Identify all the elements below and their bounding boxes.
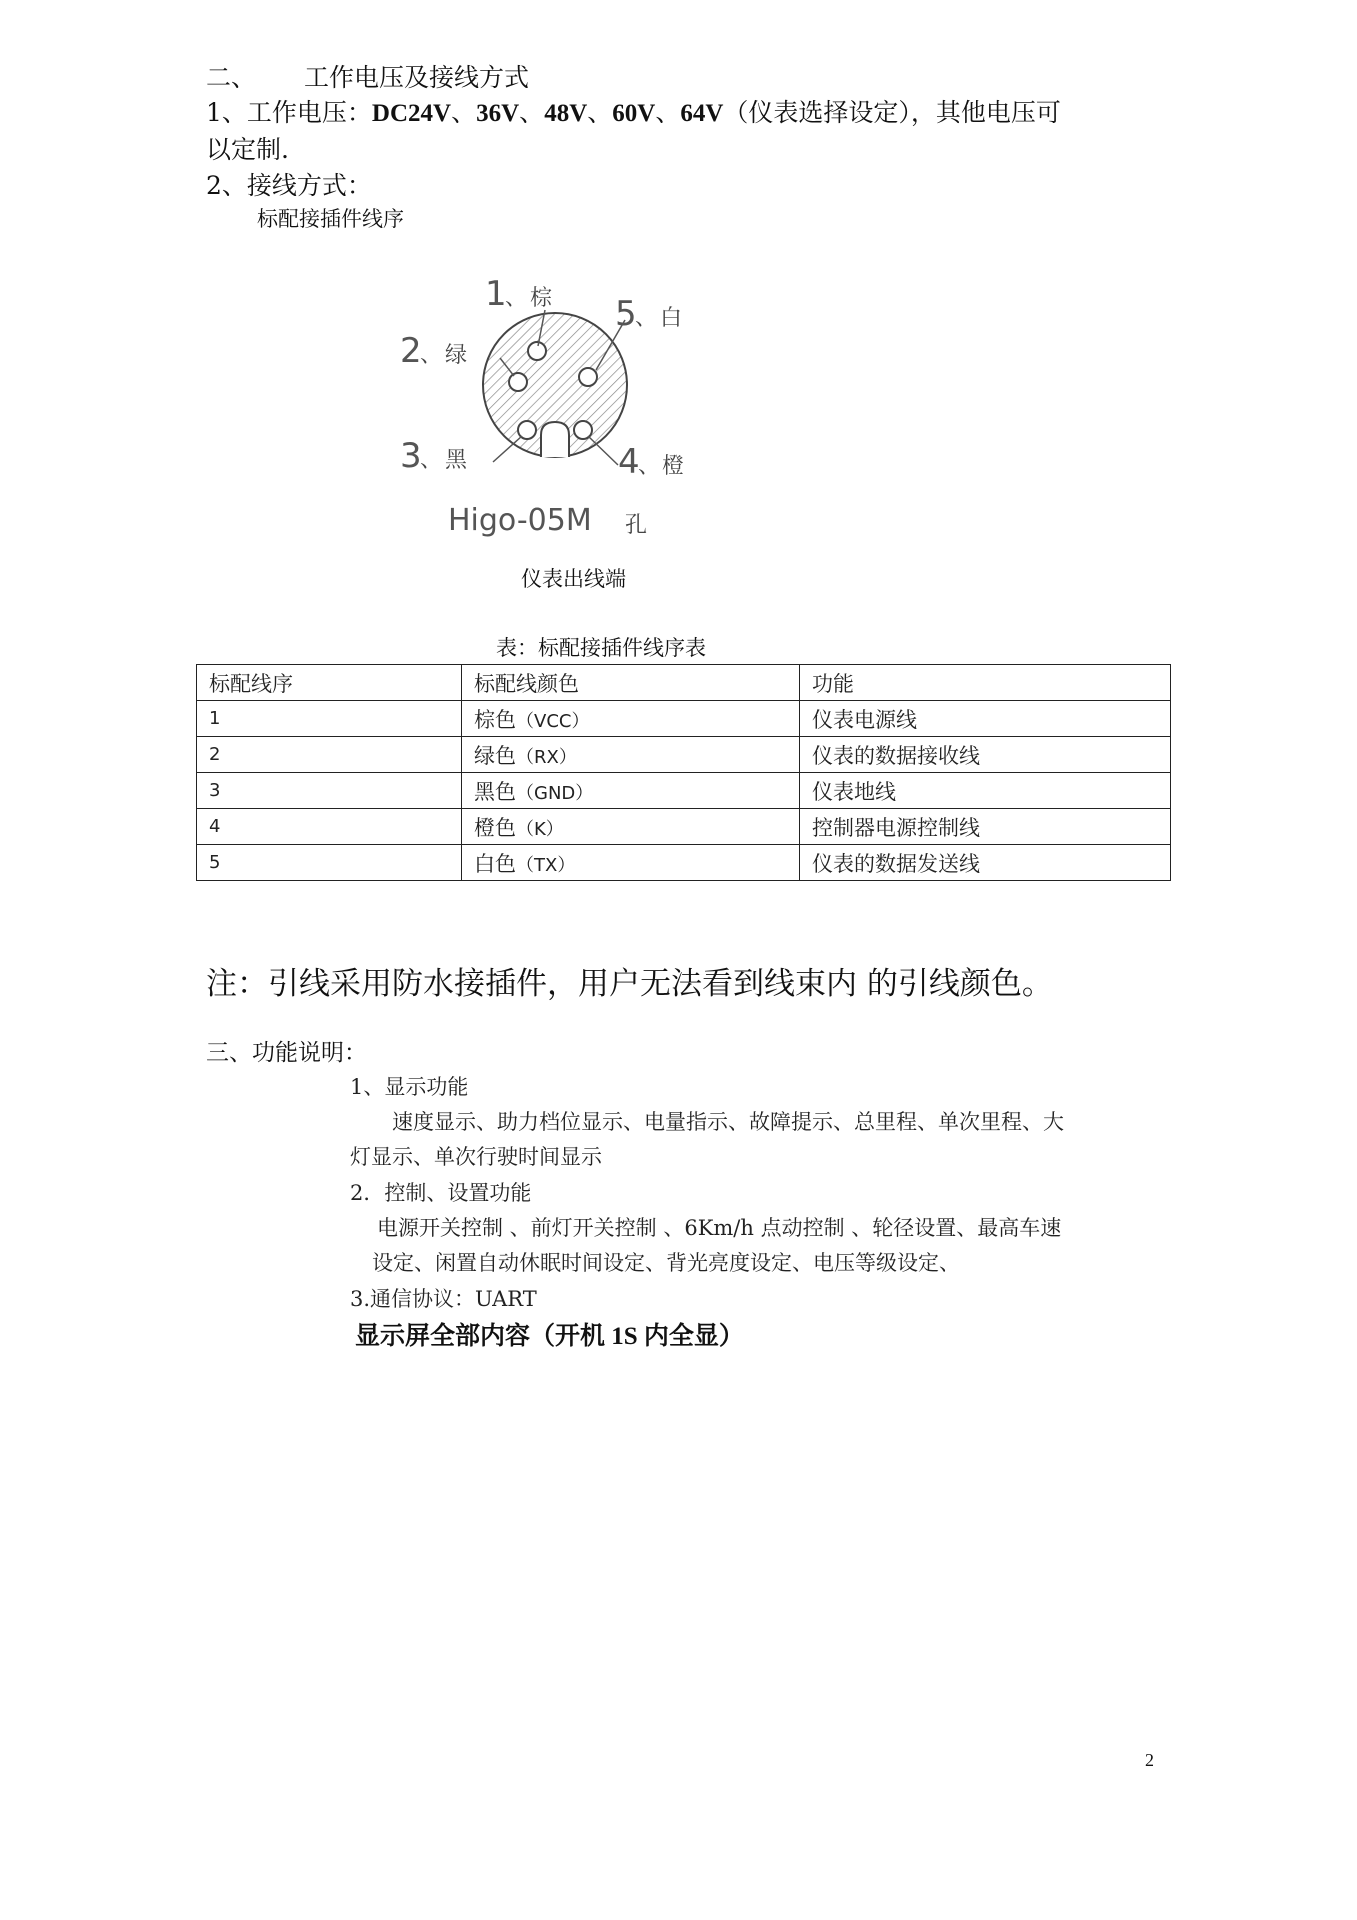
color-name: 白色 <box>474 851 516 876</box>
signal-code: （VCC） <box>516 710 590 732</box>
cell-color <box>462 773 800 809</box>
section-heading-2 <box>206 58 529 94</box>
cell-function: 仪表地线 <box>800 773 1171 809</box>
function-item-title: 1、显示功能 <box>350 1075 469 1099</box>
pin-5-hole <box>579 368 597 386</box>
voltage-value: 36V <box>476 100 520 127</box>
table-title: 表：标配接插件线序表 <box>496 636 706 660</box>
pin-label-sep: 、 <box>505 286 528 311</box>
connector-diagram <box>400 270 720 580</box>
function-item-line: 电源开关控制 、前灯开关控制 、6Km/h 点动控制 、轮径设置、最高车速 <box>377 1216 1062 1240</box>
table-row <box>197 809 1171 845</box>
cell-color <box>462 737 800 773</box>
voltage-value: DC24V <box>371 100 452 127</box>
voltage-value: 64V <box>680 100 724 127</box>
voltage-value: 60V <box>612 100 656 127</box>
cell-color <box>462 809 800 845</box>
signal-code: （GND） <box>516 782 594 804</box>
pin-1-num: 1 <box>485 274 507 314</box>
voltage-line-2: 以定制. <box>206 135 289 164</box>
column-header: 功能 <box>800 665 1171 701</box>
wire-sequence-table <box>196 664 1171 881</box>
voltage-prefix: 1、工作电压： <box>206 98 372 127</box>
cell-color <box>462 701 800 737</box>
voltage-suffix: （仪表选择设定），其他电压可 <box>723 98 1061 127</box>
connector-model-suffix: 孔 <box>625 513 648 538</box>
voltage-sep: 、 <box>519 98 545 127</box>
cell-seq: 2 <box>197 737 462 773</box>
pin-label-sep: 、 <box>635 306 658 331</box>
cell-function: 仪表电源线 <box>800 701 1171 737</box>
waterproof-note: 注：引线采用防水接插件，用户无法看到线束内 的引线颜色。 <box>206 966 1053 1002</box>
section-title: 工作电压及接线方式 <box>303 63 529 92</box>
page-number: 2 <box>1145 1750 1154 1770</box>
cell-function: 控制器电源控制线 <box>800 809 1171 845</box>
connector-caption: 仪表出线端 <box>521 567 626 591</box>
protocol-line: 3.通信协议：UART <box>350 1287 537 1311</box>
pin-label-sep: 、 <box>420 343 443 368</box>
display-note: 显示屏全部内容（开机 1S 内全显） <box>355 1323 744 1350</box>
function-item-line: 速度显示、助力档位显示、电量指示、故障提示、总里程、单次里程、大 <box>392 1110 1064 1134</box>
connector-sub-label: 标配接插件线序 <box>257 207 404 231</box>
column-header: 标配线序 <box>197 665 462 701</box>
function-item-line: 设定、闲置自动休眠时间设定、背光亮度设定、电压等级设定、 <box>372 1251 960 1275</box>
pin-4-num: 4 <box>618 442 640 482</box>
color-name: 橙色 <box>474 815 516 840</box>
color-name: 棕色 <box>474 707 516 732</box>
pin-2-num: 2 <box>400 331 422 371</box>
voltage-sep: 、 <box>655 98 681 127</box>
wiring-label: 2、接线方式： <box>206 171 372 200</box>
pin-label-sep: 、 <box>638 454 661 479</box>
function-item-title: 2．控制、设置功能 <box>350 1181 532 1205</box>
function-item-line: 灯显示、单次行驶时间显示 <box>350 1145 602 1169</box>
table-row <box>197 773 1171 809</box>
connector-model: Higo-05M <box>448 503 592 538</box>
column-header: 标配线颜色 <box>462 665 800 701</box>
pin-2-hole <box>509 373 527 391</box>
voltage-sep: 、 <box>451 98 477 127</box>
table-row <box>197 701 1171 737</box>
pin-label-sep: 、 <box>420 448 443 473</box>
cell-color <box>462 845 800 881</box>
color-name: 黑色 <box>474 779 516 804</box>
cell-function: 仪表的数据发送线 <box>800 845 1171 881</box>
pin-2-color: 绿 <box>445 343 468 368</box>
cell-seq: 4 <box>197 809 462 845</box>
pin-1-color: 棕 <box>530 286 553 311</box>
signal-code: （RX） <box>516 746 577 768</box>
pin-3-color: 黑 <box>445 448 468 473</box>
voltage-value: 48V <box>544 100 588 127</box>
cell-seq: 1 <box>197 701 462 737</box>
signal-code: （TX） <box>516 854 576 876</box>
cell-function: 仪表的数据接收线 <box>800 737 1171 773</box>
section-heading-3: 三、功能说明： <box>206 1040 367 1066</box>
cell-seq: 5 <box>197 845 462 881</box>
table-row <box>197 845 1171 881</box>
voltage-sep: 、 <box>587 98 613 127</box>
connector-body <box>483 313 627 457</box>
table-header-row <box>197 665 1171 701</box>
table-row <box>197 737 1171 773</box>
pin-5-num: 5 <box>615 294 637 334</box>
cell-seq: 3 <box>197 773 462 809</box>
pin-1-hole <box>528 342 546 360</box>
voltage-line <box>206 93 1061 129</box>
pin-3-num: 3 <box>400 436 422 476</box>
signal-code: （K） <box>516 818 564 840</box>
pin-5-color: 白 <box>660 306 683 331</box>
section-number: 二、 <box>206 63 257 92</box>
pin-4-color: 橙 <box>662 454 685 479</box>
color-name: 绿色 <box>474 743 516 768</box>
